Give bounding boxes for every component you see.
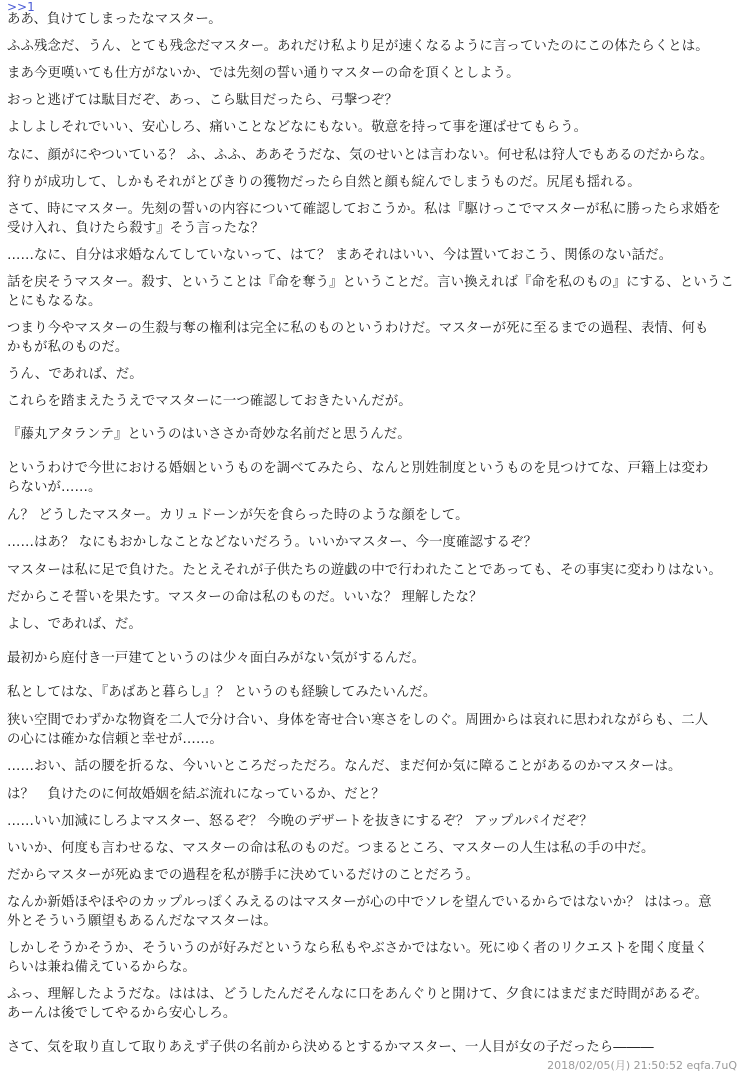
post-text-line: らいは兼ね備えているからな。 <box>7 960 196 975</box>
post-text-line: なんか新婚ほやほやのカップルっぽくみえるのはマスターが心の中でソレを望んでいるからではないか？ ははっ。意 <box>7 895 712 910</box>
post-text-line: つまり今やマスターの生殺与奪の権利は完全に私のものというわけだ。マスターが死に至るまでの過程、表情、何も <box>7 321 709 336</box>
post-text-line: いいか、何度も言わせるな、マスターの命は私のものだ。つまるところ、マスターの人生は私の手の中だ。 <box>7 841 655 856</box>
post-text-line: ……なに、自分は求婚なんてしていないって、はて？ まあそれはいい、今は置いておこう、関係のない話だ。 <box>7 248 673 263</box>
post-text-line: まあ今更嘆いても仕方がないか、では先刻の誓い通りマスターの命を頂くとしよう。 <box>7 66 520 81</box>
post-text-line: というわけで今世における婚姻というものを調べてみたら、なんと別姓制度というものを見つけてな、戸籍上は変わ <box>7 461 709 476</box>
post-text-line: 話を戻そうマスター。殺す、ということは『命を奪う』ということだ。言い換えれば『命を私のもの』にする、というこ <box>7 275 734 290</box>
post-text-line: 私としてはな、『あばあと暮らし』？ というのも経験してみたいんだ。 <box>7 685 437 700</box>
post-text-line: 狭い空間でわずかな物資を二人で分け合い、身体を寄せ合い寒さをしのぐ。周囲からは哀れに思われながらも、二人 <box>7 713 709 728</box>
post-text-line: とにもなるな。 <box>7 294 102 309</box>
post-text-line: の心には確かな信頼と幸せが……。 <box>7 732 223 747</box>
post-text-line: さて、気を取り直して取りあえず子供の名前から決めるとするかマスター、一人目が女の子だったら――― <box>7 1040 654 1055</box>
post-text-line: だからマスターが死ぬまでの過程を私が勝手に決めているだけのことだろう。 <box>7 868 480 883</box>
post-container <box>7 0 745 1075</box>
post-footer-timestamp-id: 2018/02/05(月) 21:50:52 eqfa.7uQ <box>547 1059 737 1072</box>
post-text-line: 狩りが成功して、しかもそれがとびきりの獲物だったら自然と顔も綻んでしまうものだ。尻尾も揺れる。 <box>7 175 641 190</box>
post-text-line: ああ、負けてしまったなマスター。 <box>7 12 222 27</box>
reply-anchor-link[interactable]: >>1 <box>7 0 35 14</box>
post-text-line: ……おい、話の腰を折るな、今いいところだっただろ。なんだ、まだ何か気に障ることがあるのかマスターは。 <box>7 759 682 774</box>
post-text-line: なに、顔がにやついている？ ふ、ふふ、ああそうだな、気のせいとは言わない。何せ私は狩人でもあるのだからな。 <box>7 148 714 163</box>
post-text-line: ……いい加減にしろよマスター、怒るぞ？ 今晩のデザートを抜きにするぞ？ アップルパイだぞ？ <box>7 814 593 829</box>
post-text-line: 最初から庭付き一戸建てというのは少々面白みがない気がするんだ。 <box>7 651 426 666</box>
post-text-line: らないが……。 <box>7 480 102 495</box>
post-text-line: さて、時にマスター。先刻の誓いの内容について確認しておこうか。私は『駆けっこでマスターが私に勝ったら求婚を <box>7 202 721 217</box>
post-text-line: ん？ どうしたマスター。カリュドーンが矢を食らった時のような顔をして。 <box>7 508 469 523</box>
post-text-line: あーんは後でしてやるから安心しろ。 <box>7 1006 237 1021</box>
post-text-line: 受け入れ、負けたら殺す』そう言ったな？ <box>7 221 265 236</box>
post-text-line: うん、であれば、だ。 <box>7 367 143 382</box>
post-text-line: は？ 負けたのに何故婚姻を結ぶ流れになっているか、だと？ <box>7 787 385 802</box>
post-text-line: マスターは私に足で負けた。たとえそれが子供たちの遊戯の中で行われたことであっても、その事実に変わりはない。 <box>7 563 722 578</box>
post-text-line: 外とそういう願望もあるんだなマスターは。 <box>7 914 277 929</box>
post-body <box>7 0 745 1075</box>
post-text-line: よし、であれば、だ。 <box>7 617 142 632</box>
post-text-line: これらを踏まえたうえでマスターに一つ確認しておきたいんだが。 <box>7 394 412 409</box>
post-text-line: しかしそうかそうか、そういうのが好みだというなら私もやぶさかではない。死にゆく者のリクエストを聞く度量く <box>7 941 708 956</box>
post-text-line: よしよしそれでいい、安心しろ、痛いことなどなにもない。敬意を持って事を運ばせてもらう。 <box>7 120 588 135</box>
post-text-line: おっと逃げては駄目だぞ、あっ、こら駄目だったら、弓撃つぞ？ <box>7 93 398 108</box>
post-text-line: 『藤丸アタランテ』というのはいささか奇妙な名前だと思うんだ。 <box>7 427 411 442</box>
post-text-line: ふっ、理解したようだな。ははは、どうしたんだそんなに口をあんぐりと開けて、夕食にはまだまだ時間があるぞ。 <box>7 987 708 1002</box>
post-text-line: かもが私のものだ。 <box>7 340 129 355</box>
post-text-line: ふふ残念だ、うん、とても残念だマスター。あれだけ私より足が速くなるように言っていたのにこの体たらくとは。 <box>7 39 709 54</box>
post-text-line: だからこそ誓いを果たす。マスターの命は私のものだ。いいな？ 理解したな？ <box>7 590 483 605</box>
post-text-line: ……はあ？ なにもおかしなことなどないだろう。いいかマスター、今一度確認するぞ？ <box>7 535 537 550</box>
